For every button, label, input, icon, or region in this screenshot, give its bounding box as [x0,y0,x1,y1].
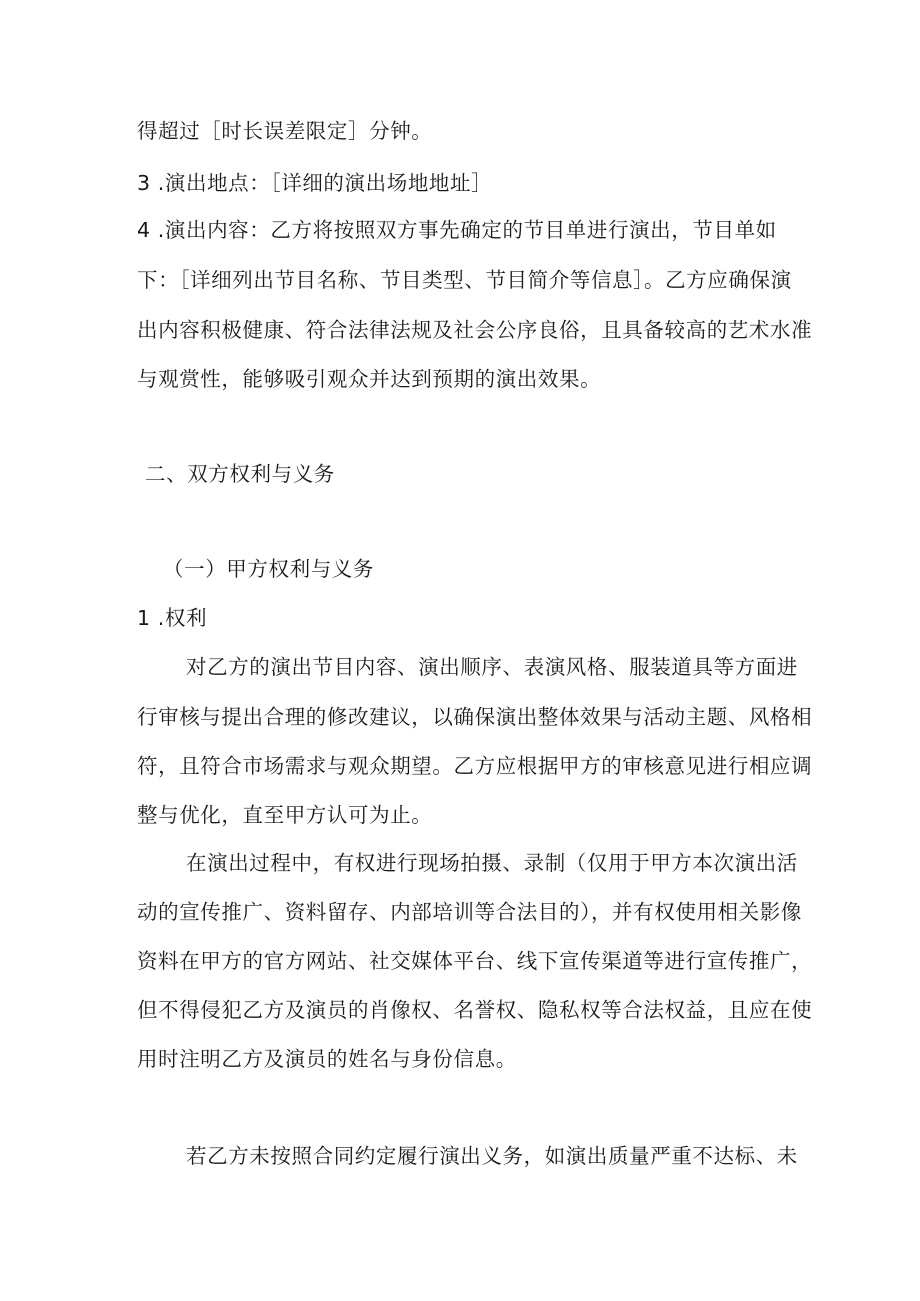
paragraph-line: 动的宣传推广、资料留存、内部培训等合法目的），并有权使用相关影像 [137,900,802,924]
paragraph-line: 资料在甲方的官方网站、社交媒体平台、线下宣传渠道等进行宣传推广， [137,949,813,973]
paragraph-line: 行审核与提出合理的修改建议，以确保演出整体效果与活动主题、风格相 [137,705,813,729]
text-line: 下：［详细列出节目名称、节目类型、节目简介等信息］。乙方应确保演 [137,268,792,292]
paragraph-line: 对乙方的演出节目内容、演出顺序、表演风格、服装道具等方面进 [186,655,798,679]
paragraph-line: 符，且符合市场需求与观众期望。乙方应根据甲方的审核意见进行相应调 [137,754,813,778]
paragraph-line: 整与优化，直至甲方认可为止。 [137,803,433,827]
list-item-location: 3 .演出地点：［详细的演出场地地址］ [137,171,493,195]
text-line: 得超过［时长误差限定］分钟。 [137,119,433,143]
text-line: 与观赏性，能够吸引观众并达到预期的演出效果。 [137,367,602,391]
text-line: 出内容积极健康、符合法律法规及社会公序良俗，且具备较高的艺术水准 [137,318,813,342]
section-title: 二、双方权利与义务 [145,462,335,486]
paragraph-line: 若乙方未按照合同约定履行演出义务，如演出质量严重不达标、未 [186,1144,798,1168]
subsection-title: （一）甲方权利与义务 [163,557,374,581]
list-item-content: 4 .演出内容：乙方将按照双方事先确定的节目单进行演出，节目单如 [137,218,777,242]
paragraph-line: 但不得侵犯乙方及演员的肖像权、名誉权、隐私权等合法权益，且应在使 [137,998,813,1022]
paragraph-line: 用时注明乙方及演员的姓名与身份信息。 [137,1047,517,1071]
paragraph-line: 在演出过程中，有权进行现场拍摄、录制（仅用于甲方本次演出活 [186,851,798,875]
item-title: 1 .权利 [137,606,208,630]
